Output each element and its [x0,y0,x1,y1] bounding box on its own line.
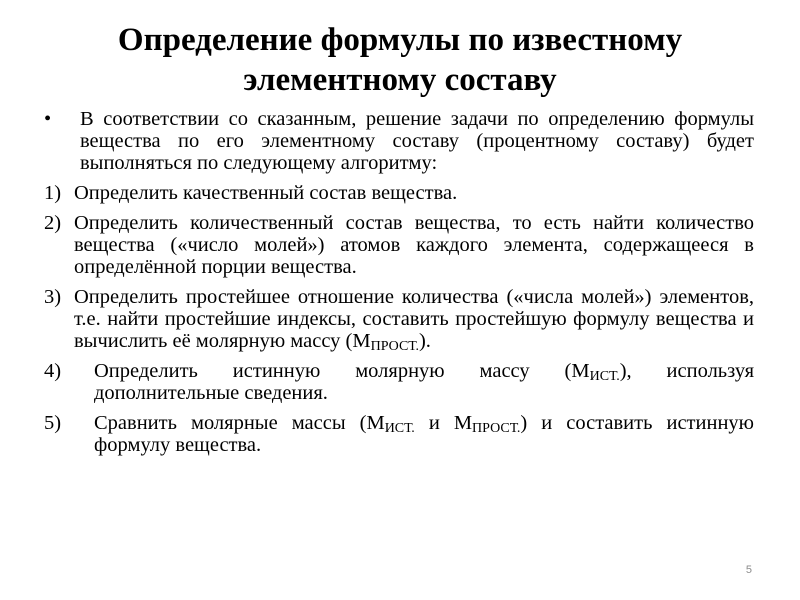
step-4-text [94,360,754,404]
step-2-text: Определить количественный состав вещества, то есть найти количество вещества («число молей») атомов каждого элемента, содержащееся в определённой порции вещества. [74,212,754,278]
bullet-marker: • [44,108,52,130]
step-4 [44,360,754,404]
step-5 [44,412,754,456]
step-3-text [74,286,754,352]
slide-title [60,20,740,100]
step-5-subscript-2: ПРОСТ. [472,421,521,436]
step-3 [44,286,754,352]
slide-title-line-2: элементному составу [243,62,557,98]
step-5-text-middle: и M [414,412,473,434]
step-4-marker: 4) [44,360,62,382]
step-3-text-after: ). [418,330,431,352]
step-3-subscript: ПРОСТ. [370,339,419,354]
intro-text: В соответствии со сказанным, решение задачи по определению формулы вещества по его элементному составу (процентному составу) будет выполняться по следующему алгоритму: [80,108,754,174]
slide-title-line-1: Определение формулы по известному [117,22,683,58]
step-5-text-after: ) и составить истинную формулу вещества. [94,412,754,456]
step-5-text [94,412,754,456]
step-5-subscript-1: ИСТ. [384,421,415,436]
step-1-marker: 1) [44,182,62,204]
step-1 [44,182,754,204]
step-2 [44,212,754,278]
step-2-marker: 2) [44,212,62,234]
step-3-text-before: Определить простейшее отношение количества («числа молей») элементов, т.е. найти простейшие индексы, составить простейшую формулу вещества и вычислить её молярную массу (M [74,286,754,352]
step-4-text-after: ), используя дополнительные сведения. [94,360,754,404]
slide-content [44,108,754,464]
step-1-text: Определить качественный состав вещества. [74,182,458,204]
step-3-marker: 3) [44,286,62,308]
step-4-subscript: ИСТ. [589,369,620,384]
step-5-marker: 5) [44,412,62,434]
step-4-text-before: Определить истинную молярную массу (M [94,360,590,382]
page-number: 5 [745,564,752,576]
step-5-text-before: Сравнить молярные массы (M [94,412,385,434]
intro-bullet [44,108,754,174]
